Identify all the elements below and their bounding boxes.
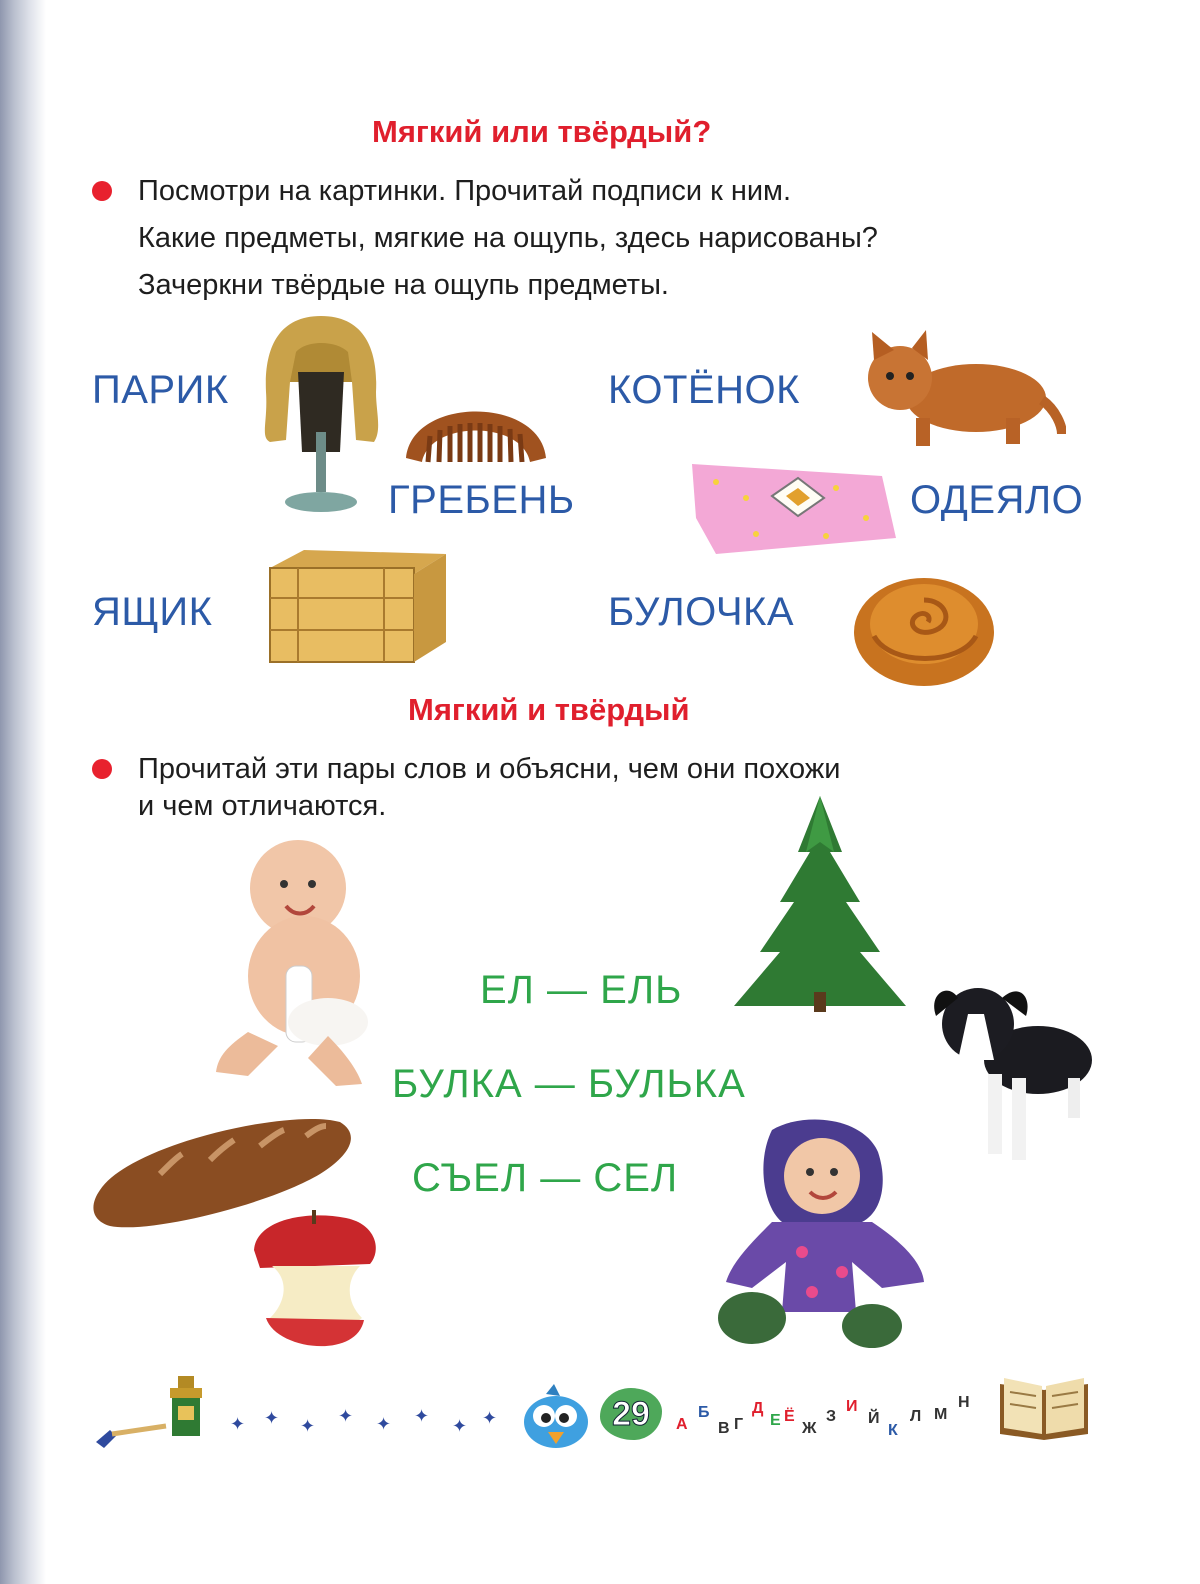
alphabet-letter: З <box>826 1408 837 1425</box>
bullet-icon <box>92 759 112 779</box>
footprints-icon: ✦ ✦ ✦ ✦ ✦ ✦ ✦ ✦ <box>230 1406 498 1436</box>
alphabet-letter: В <box>718 1420 730 1437</box>
alphabet-letter: Н <box>958 1394 970 1411</box>
blanket-icon <box>686 458 900 558</box>
alphabet-strip <box>676 1394 996 1444</box>
section-title-soft-and-hard: Мягкий и твёрдый <box>408 692 690 727</box>
brush-icon <box>90 1412 170 1452</box>
toddler-icon <box>712 1112 930 1350</box>
word-pair: СЪЕЛ — СЕЛ <box>412 1156 679 1200</box>
instruction-line: Посмотри на картинки. Прочитай подписи к ним. <box>138 175 792 207</box>
alphabet-letter: К <box>888 1422 898 1439</box>
comb-icon <box>402 376 550 466</box>
alphabet-letter: М <box>934 1406 948 1423</box>
baby-icon <box>208 836 380 1088</box>
bun-icon <box>850 566 998 690</box>
kitten-icon <box>856 330 1066 450</box>
fir-tree-icon <box>730 792 910 1014</box>
instruction-2 <box>92 746 840 830</box>
alphabet-letter: А <box>676 1416 688 1433</box>
crate-icon <box>264 546 450 666</box>
word-blanket: ОДЕЯЛО <box>910 478 1084 522</box>
bird-icon <box>516 1382 596 1452</box>
ink-pot-icon <box>164 1374 208 1440</box>
alphabet-letter: Л <box>910 1408 922 1425</box>
book-spine-shadow <box>0 0 46 1584</box>
alphabet-letter: Ё <box>784 1408 795 1425</box>
alphabet-letter: Б <box>698 1404 710 1421</box>
alphabet-letter: Ж <box>802 1420 817 1437</box>
bullet-icon <box>92 181 112 201</box>
puppy-icon <box>928 974 1098 1166</box>
alphabet-letter: Е <box>770 1412 781 1429</box>
word-crate: ЯЩИК <box>92 590 213 634</box>
page-number: 29 <box>600 1388 662 1440</box>
apple-core-icon <box>246 1210 384 1360</box>
instruction-line: Какие предметы, мягкие на ощупь, здесь нарисованы? <box>138 222 878 254</box>
word-wig: ПАРИК <box>92 368 229 412</box>
instruction-line: Прочитай эти пары слов и объясни, чем они похожи <box>138 753 841 785</box>
instruction-line: Зачеркни твёрдые на ощупь предметы. <box>138 269 669 301</box>
wig-icon <box>256 312 386 524</box>
word-pair: ЕЛ — ЕЛЬ <box>480 968 683 1012</box>
alphabet-letter: Г <box>734 1416 744 1433</box>
word-kitten: КОТЁНОК <box>608 368 800 412</box>
book-icon <box>996 1364 1092 1444</box>
word-comb: ГРЕБЕНЬ <box>388 478 575 522</box>
alphabet-letter: Й <box>868 1410 880 1427</box>
word-pair: БУЛКА — БУЛЬКА <box>392 1062 746 1106</box>
word-bun: БУЛОЧКА <box>608 590 795 634</box>
section-title-soft-or-hard: Мягкий или твёрдый? <box>372 114 712 149</box>
instruction-1 <box>92 168 878 309</box>
instruction-line: и чем отличаются. <box>138 790 387 822</box>
alphabet-letter: Д <box>752 1400 764 1417</box>
alphabet-letter: И <box>846 1398 858 1415</box>
